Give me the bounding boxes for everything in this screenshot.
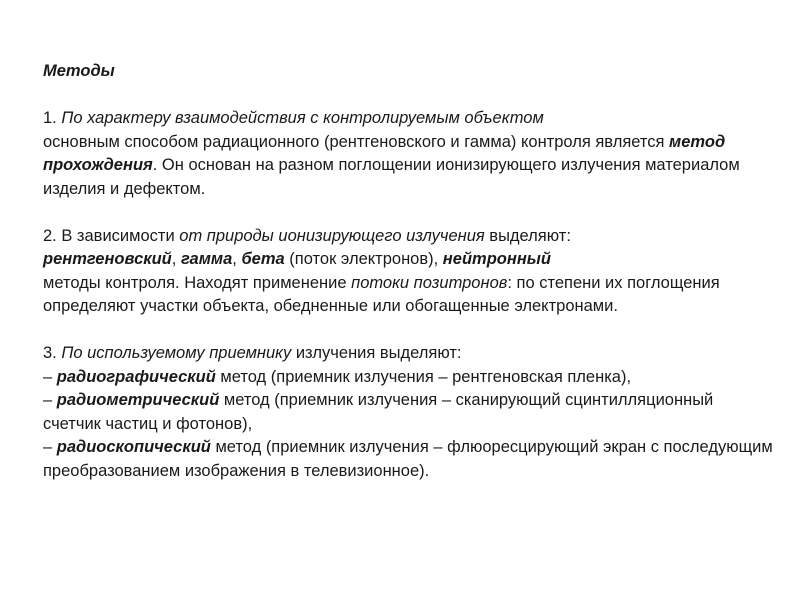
paragraph-1 — [43, 107, 773, 201]
p3-condition: По используемому приемнику — [61, 344, 292, 362]
p1-intro: По характеру взаимодействия с контролируемым объектом — [61, 109, 544, 127]
list-dash: – — [43, 438, 57, 456]
p2-number: 2. В зависимости — [43, 226, 180, 245]
p1-text-2: . Он основан на разном поглощении ионизирующего излучения материалом изделия и дефектом. — [43, 156, 740, 198]
method-radiographic: радиографический — [56, 367, 216, 386]
method-desc: метод (приемник излучения – рентгеновская пленка), — [215, 367, 632, 386]
method-desc: метод (приемник излучения – флюоресцирующий экран с последующим преобразованием изображения в телевизионное). — [43, 438, 773, 480]
p3-number: 3. — [43, 344, 62, 362]
p1-number: 1. — [43, 109, 62, 127]
p2-method-xray: рентгеновский — [43, 250, 172, 268]
slide-content — [43, 60, 773, 483]
p2-positrons: потоки позитронов — [351, 273, 508, 292]
spacer — [43, 319, 773, 343]
p2-text-3: методы контроля. Находят применение — [43, 273, 352, 292]
spacer — [43, 84, 773, 108]
list-dash: – — [43, 367, 57, 386]
slide-title: Методы — [43, 62, 115, 80]
p1-text-1: основным способом радиационного (рентгеновского и гамма) контроля является — [43, 132, 670, 151]
spacer — [43, 201, 773, 225]
p3-text-1: излучения выделяют: — [291, 344, 462, 362]
method-radioscopic: радиоскопический — [56, 438, 211, 456]
p1-method: метод прохождения — [43, 132, 726, 174]
p2-text-1: выделяют: — [484, 226, 571, 245]
list-item — [43, 366, 773, 390]
p2-method-gamma: гамма — [180, 250, 233, 268]
method-desc: метод (приемник излучения – сканирующий сцинтилляционный счетчик частиц и фотонов), — [43, 391, 714, 433]
paragraph-2 — [43, 225, 773, 319]
p2-method-beta: бета — [241, 250, 285, 268]
p2-sep-1: , — [171, 250, 181, 268]
p2-text-4: : по степени их поглощения определяют участки объекта, обедненные или обогащенные электронами. — [43, 273, 720, 315]
p2-text-2: (поток электронов), — [284, 250, 443, 268]
method-radiometric: радиометрический — [56, 391, 220, 409]
p2-method-neutron: нейтронный — [442, 250, 551, 268]
paragraph-3 — [43, 342, 773, 366]
list-dash: – — [43, 391, 57, 409]
list-item — [43, 389, 773, 436]
list-item — [43, 436, 773, 483]
p2-sep-2: , — [232, 250, 242, 268]
p2-condition: от природы ионизирующего излучения — [179, 226, 485, 245]
